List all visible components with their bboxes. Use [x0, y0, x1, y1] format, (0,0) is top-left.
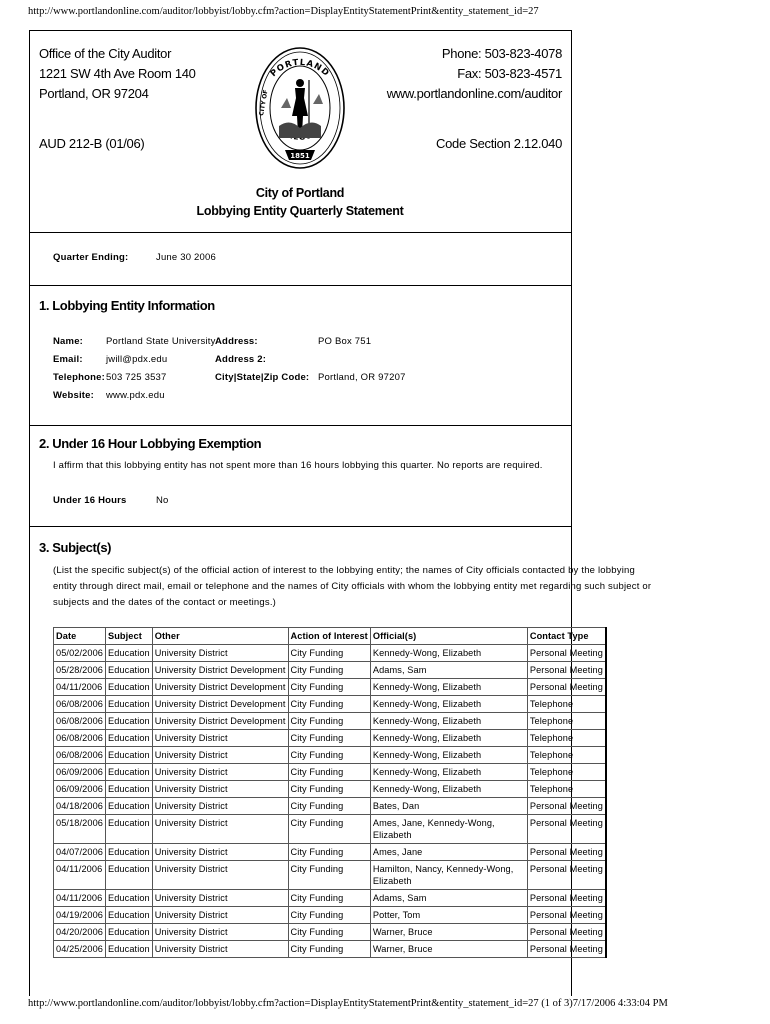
cell-subject: Education	[105, 764, 152, 781]
name-value: Portland State University	[106, 336, 216, 347]
name-label: Name:	[53, 336, 84, 347]
cell-action: City Funding	[288, 941, 370, 958]
cell-contact-type: Telephone	[527, 713, 605, 730]
city-value: Portland, OR 97207	[318, 372, 406, 383]
table-row	[54, 764, 606, 781]
cell-subject: Education	[105, 747, 152, 764]
table-row	[54, 815, 606, 844]
website-value[interactable]: www.pdx.edu	[106, 390, 165, 401]
telephone-value: 503 725 3537	[106, 372, 167, 383]
page-url-bottom: http://www.portlandonline.com/auditor/lobbyist/lobby.cfm?action=DisplayEntityStatementPrint&entity_statement_id=27 (1 of 3)7/17/2006 4:33:04 PM	[28, 998, 668, 1009]
cell-date: 04/19/2006	[54, 907, 106, 924]
cell-other: University District Development	[152, 696, 288, 713]
cell-subject: Education	[105, 713, 152, 730]
table-row	[54, 924, 606, 941]
cell-date: 06/08/2006	[54, 747, 106, 764]
cell-date: 04/18/2006	[54, 798, 106, 815]
quarter-value: June 30 2006	[156, 252, 216, 263]
cell-other: University District	[152, 781, 288, 798]
office-website: www.portlandonline.com/auditor	[386, 86, 562, 101]
cell-date: 05/18/2006	[54, 815, 106, 844]
address-label: Address:	[215, 336, 258, 347]
table-row	[54, 890, 606, 907]
cell-subject: Education	[105, 730, 152, 747]
cell-action: City Funding	[288, 713, 370, 730]
table-edge	[605, 627, 607, 958]
cell-action: City Funding	[288, 747, 370, 764]
cell-subject: Education	[105, 861, 152, 890]
section3-heading: 3. Subject(s)	[39, 540, 112, 555]
cell-other: University District	[152, 764, 288, 781]
divider	[29, 30, 571, 31]
column-header-action: Action of Interest	[288, 628, 370, 645]
cell-other: University District	[152, 924, 288, 941]
office-address	[39, 44, 196, 104]
cell-subject: Education	[105, 941, 152, 958]
cell-other: University District	[152, 798, 288, 815]
quarter-label: Quarter Ending:	[53, 252, 129, 263]
cell-date: 04/11/2006	[54, 861, 106, 890]
cell-action: City Funding	[288, 662, 370, 679]
cell-officials: Warner, Bruce	[370, 941, 527, 958]
document-title	[29, 184, 571, 220]
table-row	[54, 941, 606, 958]
cell-contact-type: Personal Meeting	[527, 844, 605, 861]
cell-officials: Kennedy-Wong, Elizabeth	[370, 713, 527, 730]
cell-date: 06/08/2006	[54, 730, 106, 747]
column-header-officials: Official(s)	[370, 628, 527, 645]
cell-subject: Education	[105, 907, 152, 924]
subjects-table	[53, 627, 606, 958]
cell-subject: Education	[105, 679, 152, 696]
cell-officials: Kennedy-Wong, Elizabeth	[370, 764, 527, 781]
cell-subject: Education	[105, 815, 152, 844]
cell-action: City Funding	[288, 924, 370, 941]
cell-date: 06/09/2006	[54, 781, 106, 798]
cell-contact-type: Personal Meeting	[527, 645, 605, 662]
exemption-affirmation: I affirm that this lobbying entity has not spent more than 16 hours lobbying this quarter. No reports are required.	[53, 460, 543, 471]
cell-action: City Funding	[288, 764, 370, 781]
divider	[29, 285, 571, 286]
cell-officials: Warner, Bruce	[370, 924, 527, 941]
cell-action: City Funding	[288, 781, 370, 798]
cell-contact-type: Telephone	[527, 764, 605, 781]
instructions-line: (List the specific subject(s) of the official action of interest to the lobbying entity; the names of City officials contacted by the lobbying	[53, 565, 635, 576]
divider	[29, 526, 571, 527]
title-line2: Lobbying Entity Quarterly Statement	[196, 204, 404, 218]
column-header-subject: Subject	[105, 628, 152, 645]
title-line1: City of Portland	[255, 186, 345, 200]
office-fax: Fax: 503-823-4571	[457, 66, 562, 81]
table-row	[54, 844, 606, 861]
table-row	[54, 713, 606, 730]
under16-value: No	[156, 495, 169, 506]
cell-officials: Kennedy-Wong, Elizabeth	[370, 645, 527, 662]
table-header-row	[54, 628, 606, 645]
cell-action: City Funding	[288, 696, 370, 713]
cell-date: 05/28/2006	[54, 662, 106, 679]
cell-subject: Education	[105, 781, 152, 798]
cell-officials: Kennedy-Wong, Elizabeth	[370, 730, 527, 747]
divider	[29, 425, 571, 426]
table-row	[54, 730, 606, 747]
instructions-line: subjects and the dates of the contact or meetings.)	[53, 597, 277, 608]
cell-other: University District	[152, 890, 288, 907]
cell-contact-type: Telephone	[527, 696, 605, 713]
cell-other: University District	[152, 747, 288, 764]
cell-action: City Funding	[288, 798, 370, 815]
cell-date: 05/02/2006	[54, 645, 106, 662]
cell-contact-type: Personal Meeting	[527, 890, 605, 907]
telephone-label: Telephone:	[53, 372, 105, 383]
column-header-contact-type: Contact Type	[527, 628, 605, 645]
column-header-date: Date	[54, 628, 106, 645]
city-seal-icon	[255, 38, 345, 178]
instructions-line: entity through direct mail, email or telephone and the names of City officials with whom the lobbying entity met regarding such subject or	[53, 581, 652, 592]
cell-date: 06/09/2006	[54, 764, 106, 781]
cell-contact-type: Telephone	[527, 730, 605, 747]
cell-date: 04/07/2006	[54, 844, 106, 861]
cell-officials: Hamilton, Nancy, Kennedy-Wong, Elizabeth	[370, 861, 527, 890]
cell-officials: Ames, Jane	[370, 844, 527, 861]
cell-contact-type: Personal Meeting	[527, 924, 605, 941]
table-row	[54, 679, 606, 696]
cell-date: 04/11/2006	[54, 679, 106, 696]
table-row	[54, 798, 606, 815]
cell-action: City Funding	[288, 844, 370, 861]
table-row	[54, 861, 606, 890]
cell-contact-type: Personal Meeting	[527, 941, 605, 958]
cell-contact-type: Personal Meeting	[527, 798, 605, 815]
cell-other: University District	[152, 815, 288, 844]
office-name: Office of the City Auditor	[39, 46, 172, 61]
cell-contact-type: Personal Meeting	[527, 662, 605, 679]
office-city: Portland, OR 97204	[39, 86, 149, 101]
cell-subject: Education	[105, 645, 152, 662]
city-label: City|State|Zip Code:	[215, 372, 310, 383]
cell-subject: Education	[105, 696, 152, 713]
office-contact	[387, 44, 562, 104]
email-value[interactable]: jwill@pdx.edu	[106, 354, 168, 365]
cell-other: University District	[152, 907, 288, 924]
seal-year: 1851	[290, 152, 310, 160]
section1-heading: 1. Lobbying Entity Information	[39, 298, 215, 313]
column-header-other: Other	[152, 628, 288, 645]
cell-contact-type: Personal Meeting	[527, 907, 605, 924]
seal-top-text: PORTLAND	[268, 57, 332, 80]
cell-date: 04/25/2006	[54, 941, 106, 958]
cell-other: University District Development	[152, 679, 288, 696]
cell-officials: Kennedy-Wong, Elizabeth	[370, 747, 527, 764]
address2-label: Address 2:	[215, 354, 267, 365]
cell-contact-type: Personal Meeting	[527, 815, 605, 844]
email-label: Email:	[53, 354, 83, 365]
cell-officials: Kennedy-Wong, Elizabeth	[370, 696, 527, 713]
divider	[29, 232, 571, 233]
cell-action: City Funding	[288, 645, 370, 662]
cell-subject: Education	[105, 844, 152, 861]
subject-instructions	[53, 563, 651, 611]
section2-heading: 2. Under 16 Hour Lobbying Exemption	[39, 436, 262, 451]
cell-other: University District	[152, 861, 288, 890]
cell-subject: Education	[105, 924, 152, 941]
cell-action: City Funding	[288, 890, 370, 907]
cell-other: University District	[152, 844, 288, 861]
cell-contact-type: Personal Meeting	[527, 861, 605, 890]
cell-date: 04/11/2006	[54, 890, 106, 907]
cell-other: University District	[152, 730, 288, 747]
cell-officials: Kennedy-Wong, Elizabeth	[370, 679, 527, 696]
cell-officials: Adams, Sam	[370, 662, 527, 679]
website-label: Website:	[53, 390, 95, 401]
cell-officials: Ames, Jane, Kennedy-Wong, Elizabeth	[370, 815, 527, 844]
cell-action: City Funding	[288, 861, 370, 890]
cell-contact-type: Personal Meeting	[527, 679, 605, 696]
table-row	[54, 645, 606, 662]
cell-date: 06/08/2006	[54, 713, 106, 730]
cell-action: City Funding	[288, 679, 370, 696]
cell-action: City Funding	[288, 815, 370, 844]
cell-other: University District	[152, 941, 288, 958]
address-value: PO Box 751	[318, 336, 372, 347]
cell-subject: Education	[105, 890, 152, 907]
cell-subject: Education	[105, 662, 152, 679]
office-phone: Phone: 503-823-4078	[441, 46, 562, 61]
cell-officials: Potter, Tom	[370, 907, 527, 924]
page-url-top: http://www.portlandonline.com/auditor/lobbyist/lobby.cfm?action=DisplayEntityStatementPrint&entity_statement_id=27	[28, 6, 539, 17]
cell-other: University District Development	[152, 662, 288, 679]
table-row	[54, 747, 606, 764]
cell-other: University District Development	[152, 713, 288, 730]
cell-action: City Funding	[288, 907, 370, 924]
code-section: Code Section 2.12.040	[436, 136, 562, 151]
cell-subject: Education	[105, 798, 152, 815]
under16-label: Under 16 Hours	[53, 495, 127, 506]
cell-contact-type: Telephone	[527, 747, 605, 764]
table-row	[54, 781, 606, 798]
table-row	[54, 662, 606, 679]
cell-date: 04/20/2006	[54, 924, 106, 941]
cell-contact-type: Telephone	[527, 781, 605, 798]
table-row	[54, 907, 606, 924]
table-row	[54, 696, 606, 713]
cell-other: University District	[152, 645, 288, 662]
form-id: AUD 212-B (01/06)	[39, 136, 145, 151]
cell-officials: Kennedy-Wong, Elizabeth	[370, 781, 527, 798]
cell-action: City Funding	[288, 730, 370, 747]
cell-officials: Adams, Sam	[370, 890, 527, 907]
office-street: 1221 SW 4th Ave Room 140	[39, 66, 196, 81]
cell-date: 06/08/2006	[54, 696, 106, 713]
cell-officials: Bates, Dan	[370, 798, 527, 815]
seal-left-text: CITY OF	[258, 89, 270, 117]
